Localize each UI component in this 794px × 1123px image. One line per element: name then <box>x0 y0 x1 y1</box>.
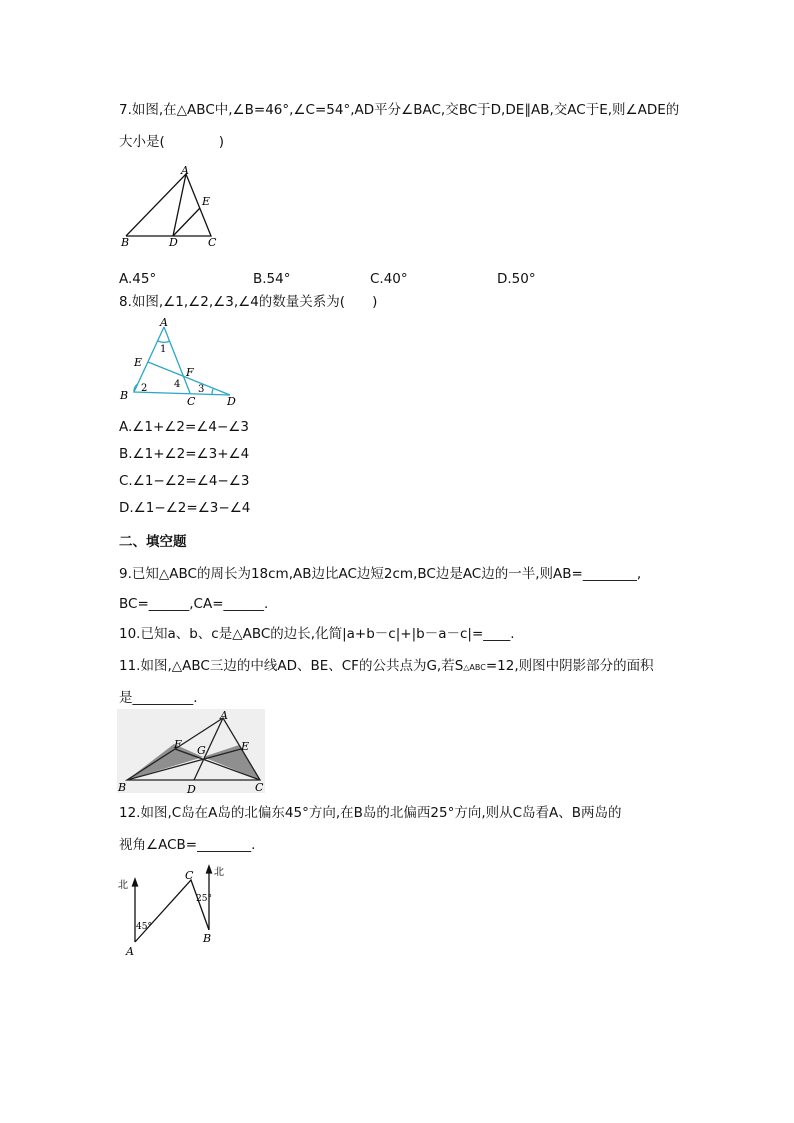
q11-figure <box>117 709 267 794</box>
q11-stem-post: =12,则图中阴影部分的面积 <box>485 658 654 674</box>
q8-option-a: A.∠1+∠2=∠4−∠3 <box>119 419 249 435</box>
q7-stem-line2: 大小是( ) <box>119 134 225 150</box>
q8-label-D: D <box>227 395 236 408</box>
q11-label-E: E <box>241 740 250 753</box>
q11-stem-pre: 11.如图,△ABC三边的中线AD、BE、CF的公共点为G,若S <box>119 658 464 674</box>
q11-label-G: G <box>197 744 206 757</box>
q11-stem-line1 <box>119 657 654 677</box>
q11-stem-sub: △ABC <box>463 663 486 672</box>
q12-label-B: B <box>203 932 212 945</box>
q8-angle-2: 2 <box>141 383 148 394</box>
q7-label-C: C <box>208 236 217 249</box>
q12-north-label-B: 北 <box>214 867 224 878</box>
q8-label-C: C <box>187 395 196 408</box>
q7-label-D: D <box>169 236 178 249</box>
q7-option-a: A.45° <box>119 271 157 287</box>
q8-angle-4: 4 <box>174 379 181 390</box>
q8-label-E: E <box>134 356 143 369</box>
q10-stem: 10.已知a、b、c是△ABC的边长,化简|a+b－c|+|b－a－c|=____. <box>119 626 515 642</box>
q11-label-A: A <box>220 709 228 722</box>
q8-label-F: F <box>186 366 194 379</box>
section-title: 二、填空题 <box>119 534 187 550</box>
q8-label-B: B <box>120 389 129 402</box>
q8-option-b: B.∠1+∠2=∠3+∠4 <box>119 446 250 462</box>
q11-label-C: C <box>255 781 264 794</box>
q8-option-c: C.∠1−∠2=∠4−∠3 <box>119 473 250 489</box>
q9-stem-line2: BC=______,CA=______. <box>119 596 269 612</box>
q12-angle-45: 45° <box>136 922 152 932</box>
q7-option-b: B.54° <box>253 271 291 287</box>
q12-label-C: C <box>185 869 194 882</box>
q7-figure <box>120 165 240 250</box>
q8-angle-1: 1 <box>160 344 167 355</box>
q12-stem-line1: 12.如图,C岛在A岛的北偏东45°方向,在B岛的北偏西25°方向,则从C岛看A、B两岛的 <box>119 805 622 821</box>
q7-stem-line1: 7.如图,在△ABC中,∠B=46°,∠C=54°,AD平分∠BAC,交BC于D,DE∥AB,交AC于E,则∠ADE的 <box>119 102 680 118</box>
q7-option-d: D.50° <box>497 271 536 287</box>
q8-stem: 8.如图,∠1,∠2,∠3,∠4的数量关系为( ) <box>119 294 378 310</box>
q11-label-D: D <box>187 783 196 796</box>
q12-label-A: A <box>126 945 134 958</box>
q7-option-c: C.40° <box>370 271 408 287</box>
q12-angle-25: 25° <box>196 894 212 904</box>
q8-option-d: D.∠1−∠2=∠3−∠4 <box>119 500 251 516</box>
q12-figure <box>117 862 247 957</box>
q11-stem-line2: 是_________. <box>119 690 198 706</box>
q9-stem-line1: 9.已知△ABC的周长为18cm,AB边比AC边短2cm,BC边是AC边的一半,则AB=________, <box>119 566 642 582</box>
q8-label-A: A <box>160 316 168 329</box>
q12-north-label-A: 北 <box>118 880 128 891</box>
q8-figure <box>118 316 248 406</box>
q8-angle-3: 3 <box>198 384 205 395</box>
q11-label-B: B <box>118 781 127 794</box>
q12-stem-line2: 视角∠ACB=________. <box>119 837 256 853</box>
q11-label-F: F <box>174 738 182 751</box>
q7-label-E: E <box>202 195 211 208</box>
q7-label-B: B <box>121 236 130 249</box>
q7-label-A: A <box>181 164 189 177</box>
